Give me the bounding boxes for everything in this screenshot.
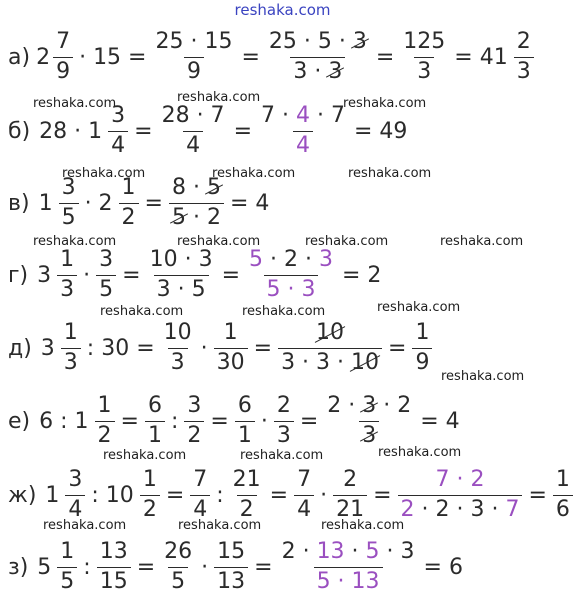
operator: = [269, 482, 289, 508]
operator: = [373, 482, 392, 508]
fraction: $\frac{28 \cdot 7}{4}$ [161, 103, 225, 158]
operator: · [200, 335, 208, 361]
row-label: в) [8, 190, 30, 216]
fraction: $\frac{15}{13}$ [214, 540, 248, 593]
watermark: reshaka.com [212, 166, 296, 181]
fraction: $\frac{1}{2}$ [119, 176, 139, 229]
operator: · [83, 262, 91, 288]
term: 3 [37, 262, 52, 288]
equation-e [8, 386, 463, 456]
fraction: $\frac{10}{3 \cdot 3 \cdot 10}$ [278, 321, 382, 374]
operator: · 2 [84, 190, 113, 216]
fraction: $\frac{1}{5}$ [57, 540, 77, 593]
fraction: $\frac{13}{15}$ [97, 540, 131, 593]
fraction: $\frac{3}{4}$ [65, 468, 85, 521]
watermark: reshaka.com [305, 234, 389, 249]
row-label: а) [8, 44, 31, 70]
equation-d [8, 313, 435, 383]
watermark: reshaka.com [378, 445, 462, 460]
row-label: г) [8, 262, 29, 288]
fraction: $\frac{1}{3}$ [57, 248, 77, 301]
watermark: reshaka.com [348, 166, 432, 181]
operator: = [253, 335, 273, 361]
operator: = 2 [341, 262, 382, 288]
fraction: $\frac{125}{3}$ [403, 29, 446, 84]
fraction: $\frac{7 \cdot 2}{2 \cdot 2 \cdot 3 \cdot 7}$ [398, 468, 523, 521]
watermark: reshaka.com [321, 518, 405, 533]
operator: = [528, 482, 547, 508]
row-label: е) [8, 408, 31, 434]
fraction: $\frac{25 \cdot 5 \cdot 3}{3 \cdot 3}$ [268, 29, 367, 84]
equation-z [8, 532, 466, 602]
watermark: reshaka.com [377, 300, 461, 315]
operator: = 4 [229, 190, 270, 216]
equation-a [8, 22, 537, 92]
fraction: $\frac{3}{5}$ [59, 176, 79, 229]
watermark: reshaka.com [441, 369, 525, 384]
fraction: $\frac{21}{2}$ [232, 467, 261, 522]
equation-g [8, 240, 384, 310]
operator: = 4 [420, 408, 460, 434]
watermark: reshaka.com [343, 96, 427, 111]
fraction: $\frac{6}{1}$ [145, 394, 165, 447]
equation-b [8, 96, 410, 166]
fraction: $\frac{7}{4}$ [190, 468, 210, 521]
operator: = [299, 408, 319, 434]
operator: · [201, 554, 209, 580]
operator: · [260, 408, 268, 434]
fraction: $\frac{7}{9}$ [53, 30, 73, 83]
term: 6 : 1 [39, 408, 89, 434]
fraction: $\frac{3}{2}$ [184, 394, 204, 447]
term: 28 · 1 [39, 118, 103, 144]
fraction: $\frac{8 \cdot 5}{5 \cdot 2}$ [169, 176, 224, 229]
fraction: $\frac{2}{21}$ [333, 468, 367, 521]
operator: : 30 = [86, 335, 155, 361]
fraction: $\frac{2}{3}$ [514, 30, 534, 83]
equation-v [8, 168, 272, 238]
term: 5 [37, 554, 52, 580]
operator: : [83, 554, 91, 580]
fraction: $\frac{3}{5}$ [96, 248, 116, 301]
watermark: reshaka.com [178, 518, 262, 533]
mixed-number [36, 30, 76, 83]
watermark: reshaka.com [43, 518, 127, 533]
operator: = [254, 554, 273, 580]
operator: : 10 [91, 482, 134, 508]
site-title: reshaka.com [234, 1, 331, 19]
operator: = [165, 482, 185, 508]
watermark: reshaka.com [440, 234, 524, 249]
operator: = [233, 118, 252, 144]
fraction: $\frac{5 \cdot 2 \cdot 3}{5 \cdot 3}$ [249, 247, 333, 302]
watermark: reshaka.com [240, 448, 324, 463]
fraction: $\frac{10}{3}$ [163, 320, 192, 375]
row-label: д) [8, 335, 32, 361]
fraction: $\frac{1}{30}$ [214, 321, 248, 374]
operator: = [144, 190, 163, 216]
fraction: $\frac{25 \cdot 15}{9}$ [155, 29, 233, 84]
fraction: $\frac{6}{1}$ [235, 394, 255, 447]
watermark: reshaka.com [242, 304, 326, 319]
term: 1 [45, 482, 60, 508]
operator: = 41 [454, 44, 508, 70]
operator: = 6 [423, 554, 463, 580]
watermark: reshaka.com [103, 448, 187, 463]
operator: : [170, 408, 179, 434]
operator: · 15 = [79, 44, 147, 70]
operator: = [241, 44, 260, 70]
fraction: $\frac{1}{6}$ [553, 468, 573, 521]
operator: = [210, 408, 229, 434]
fraction: $\frac{2 \cdot 13 \cdot 5 \cdot 3}{5 \cdot 13}$ [281, 539, 415, 594]
row-label: ж) [8, 482, 37, 508]
operator: = [221, 262, 241, 288]
fraction: $\frac{10 \cdot 3}{3 \cdot 5}$ [149, 247, 213, 302]
fraction: $\frac{1}{2}$ [95, 394, 115, 447]
watermark: reshaka.com [33, 96, 117, 111]
equation-zh [8, 460, 576, 530]
operator: = [120, 408, 139, 434]
operator: = [136, 554, 156, 580]
operator: = [134, 118, 153, 144]
fraction: $\frac{1}{3}$ [61, 321, 81, 374]
operator: = [375, 44, 395, 70]
fraction: $\frac{3}{4}$ [108, 104, 128, 157]
operator: = [388, 335, 407, 361]
term: 1 [38, 190, 53, 216]
watermark: reshaka.com [62, 166, 146, 181]
row-label: з) [8, 554, 29, 580]
fraction: $\frac{7}{4}$ [294, 468, 314, 521]
term: 3 [40, 335, 55, 361]
whole-part: 2 [36, 44, 51, 70]
fraction: $\frac{26}{5}$ [164, 539, 193, 594]
fraction: $\frac{1}{9}$ [412, 321, 432, 374]
watermark: reshaka.com [177, 90, 261, 105]
watermark: reshaka.com [100, 304, 184, 319]
fraction: $\frac{2 \cdot 3 \cdot 2}{3}$ [327, 393, 412, 448]
fraction: $\frac{7 \cdot 4 \cdot 7}{4}$ [261, 103, 345, 158]
row-label: б) [8, 118, 31, 144]
fraction: $\frac{2}{3}$ [274, 394, 294, 447]
operator: · [320, 482, 328, 508]
fraction: $\frac{1}{2}$ [140, 468, 160, 521]
watermark: reshaka.com [177, 234, 261, 249]
operator: = [122, 262, 141, 288]
operator: : [216, 482, 224, 508]
watermark: reshaka.com [33, 234, 117, 249]
operator: = 49 [353, 118, 408, 144]
